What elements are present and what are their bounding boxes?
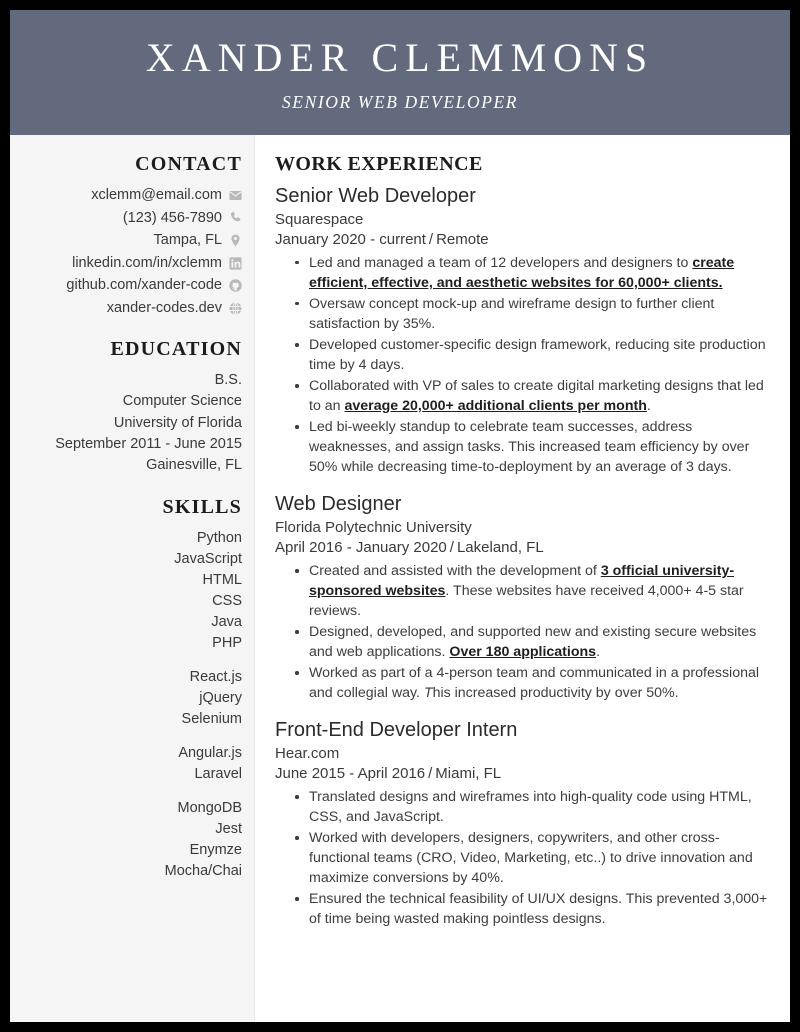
job-meta xyxy=(275,538,776,559)
skills-section xyxy=(18,496,242,882)
bullet-text: Translated designs and wireframes into high-quality code using HTML, CSS, and JavaScript. xyxy=(309,789,752,826)
contact-item-text: Tampa, FL xyxy=(153,232,222,249)
bullet-text: Designed, developed, and supported new and existing secure websites and web applications. xyxy=(309,624,757,661)
job-meta-separator: / xyxy=(449,539,454,557)
bullet-text: Created and assisted with the development of xyxy=(309,563,601,580)
job-meta xyxy=(275,230,776,251)
skills-list xyxy=(18,528,242,882)
education-line: Gainesville, FL xyxy=(146,456,242,473)
education-line: B.S. xyxy=(214,372,242,389)
skill-item: Selenium xyxy=(181,710,242,727)
job-entry xyxy=(275,183,776,477)
contact-item-text: (123) 456-7890 xyxy=(122,209,222,226)
skill-group xyxy=(18,743,242,785)
job-meta-separator: / xyxy=(428,231,434,249)
bullet-text: Oversaw concept mock-up and wireframe design to further client satisfaction by 35%. xyxy=(309,295,715,332)
skill-item: HTML xyxy=(202,571,242,588)
bullet-text: his increased productivity by over 50%. xyxy=(432,685,679,702)
resume-body xyxy=(10,135,790,1022)
contact-item[interactable] xyxy=(18,253,242,274)
bullet-emphasis: create efficient, effective, and aesthetic websites for 60,000+ clients. xyxy=(309,254,735,291)
skill-item: Jest xyxy=(215,820,242,837)
job-dates: April 2016 - January 2020 xyxy=(275,539,447,557)
job-company: Florida Polytechnic University xyxy=(275,519,472,537)
sidebar xyxy=(10,135,255,1022)
education-line: Computer Science xyxy=(122,393,242,410)
linkedin-icon xyxy=(229,257,242,270)
job-bullet xyxy=(309,787,776,827)
skill-group xyxy=(18,667,242,730)
job-location: Miami, FL xyxy=(435,765,502,783)
bullet-emphasis: Over 180 applications xyxy=(449,644,597,661)
job-bullet-list xyxy=(275,787,776,929)
job-company: Hear.com xyxy=(275,745,340,763)
bullet-text: . These websites have received 4,000+ 4-5 star reviews. xyxy=(309,583,744,620)
bullet-text: Worked as part of a 4-person team and communicated in a professional and collegial way. xyxy=(309,665,760,702)
contact-heading: CONTACT xyxy=(135,153,242,175)
main-column xyxy=(255,135,790,1022)
job-dates: January 2020 - current xyxy=(275,231,426,249)
bullet-italic: T xyxy=(423,685,433,702)
job-location: Remote xyxy=(436,231,489,249)
candidate-name: XANDER CLEMMONS xyxy=(145,35,655,81)
skill-item: JavaScript xyxy=(174,550,242,567)
contact-item[interactable] xyxy=(18,298,242,319)
bullet-text: Led bi-weekly standup to celebrate team successes, address weaknesses, and assign tasks. This increased team efficiency by over 50% while decreasing time-to-deployment by an average of 3 days. xyxy=(309,419,750,476)
contact-item[interactable] xyxy=(18,275,242,296)
job-bullet xyxy=(309,294,776,334)
contact-item[interactable] xyxy=(18,208,242,229)
bullet-emphasis: average 20,000+ additional clients per month xyxy=(344,398,647,415)
job-bullet-list xyxy=(275,253,776,477)
skill-item: Enymze xyxy=(189,841,242,858)
contact-item-text: xander-codes.dev xyxy=(106,299,222,316)
job-dates: June 2015 - April 2016 xyxy=(275,765,426,783)
skill-group xyxy=(18,798,242,882)
job-company: Squarespace xyxy=(275,211,364,228)
bullet-text: Developed customer-specific design framework, reducing site production time by 4 days. xyxy=(309,337,766,374)
bullet-text: Worked with developers, designers, copywriters, and other cross-functional teams (CRO, Video, Marketing, etc..) to drive innovation and maximize conversions by 40%. xyxy=(309,830,753,887)
education-heading: EDUCATION xyxy=(110,338,242,361)
globe-icon xyxy=(229,302,242,315)
bullet-text: Led and managed a team of 12 developers and designers to xyxy=(309,254,693,271)
job-bullet xyxy=(309,889,776,929)
job-meta-separator: / xyxy=(428,765,433,783)
contact-list xyxy=(18,185,242,318)
resume-page xyxy=(10,10,790,1022)
skill-item: Java xyxy=(211,613,242,630)
work-experience-heading: WORK EXPERIENCE xyxy=(275,153,483,175)
job-bullet xyxy=(309,622,776,662)
skill-item: jQuery xyxy=(199,689,242,706)
bullet-text: . xyxy=(596,644,601,661)
contact-item[interactable] xyxy=(18,185,242,206)
skill-item: CSS xyxy=(212,592,242,609)
job-meta xyxy=(275,764,776,785)
envelope-icon xyxy=(229,189,242,202)
job-bullet xyxy=(309,663,776,703)
education-line: September 2011 - June 2015 xyxy=(55,435,242,452)
candidate-role: SENIOR WEB DEVELOPER xyxy=(281,91,519,112)
contact-item[interactable] xyxy=(18,230,242,251)
job-title: Senior Web Developer xyxy=(275,185,476,207)
job-bullet xyxy=(309,828,776,888)
skill-group xyxy=(18,528,242,654)
skill-item: PHP xyxy=(212,634,242,651)
contact-item-text: github.com/xander-code xyxy=(66,277,222,294)
bullet-text: . xyxy=(646,398,651,415)
skill-item: Mocha/Chai xyxy=(164,862,242,879)
job-entry xyxy=(275,491,776,703)
contact-item-text: xclemm@email.com xyxy=(91,187,222,203)
contact-section xyxy=(18,153,242,318)
job-list xyxy=(275,183,776,929)
job-entry xyxy=(275,717,776,929)
job-title: Web Designer xyxy=(275,493,402,516)
education-section xyxy=(18,338,242,475)
github-icon xyxy=(229,279,242,292)
bullet-emphasis: 3 official university-sponsored websites xyxy=(309,563,735,600)
skills-heading: SKILLS xyxy=(162,495,242,518)
skill-item: Laravel xyxy=(194,765,242,782)
skill-item: MongoDB xyxy=(177,799,242,816)
contact-item-text: linkedin.com/in/xclemm xyxy=(72,254,222,271)
education-line: University of Florida xyxy=(113,414,242,431)
job-bullet xyxy=(309,253,776,293)
job-bullet-list xyxy=(275,561,776,703)
resume-header xyxy=(10,10,790,135)
phone-icon xyxy=(229,211,242,224)
job-bullet xyxy=(309,335,776,375)
education-list xyxy=(18,370,242,475)
location-pin-icon xyxy=(229,234,242,247)
job-bullet xyxy=(309,561,776,621)
bullet-text: Collaborated with VP of sales to create digital marketing designs that led to an xyxy=(309,378,764,415)
skill-item: Python xyxy=(196,529,242,546)
job-bullet xyxy=(309,417,776,477)
skill-item: React.js xyxy=(189,668,242,685)
bullet-text: Ensured the technical feasibility of UI/UX designs. This prevented 3,000+ of time being wasted making pointless designs. xyxy=(309,891,768,928)
skill-item: Angular.js xyxy=(178,744,242,761)
job-title: Front-End Developer Intern xyxy=(275,719,518,742)
job-location: Lakeland, FL xyxy=(456,539,544,557)
job-bullet xyxy=(309,376,776,416)
